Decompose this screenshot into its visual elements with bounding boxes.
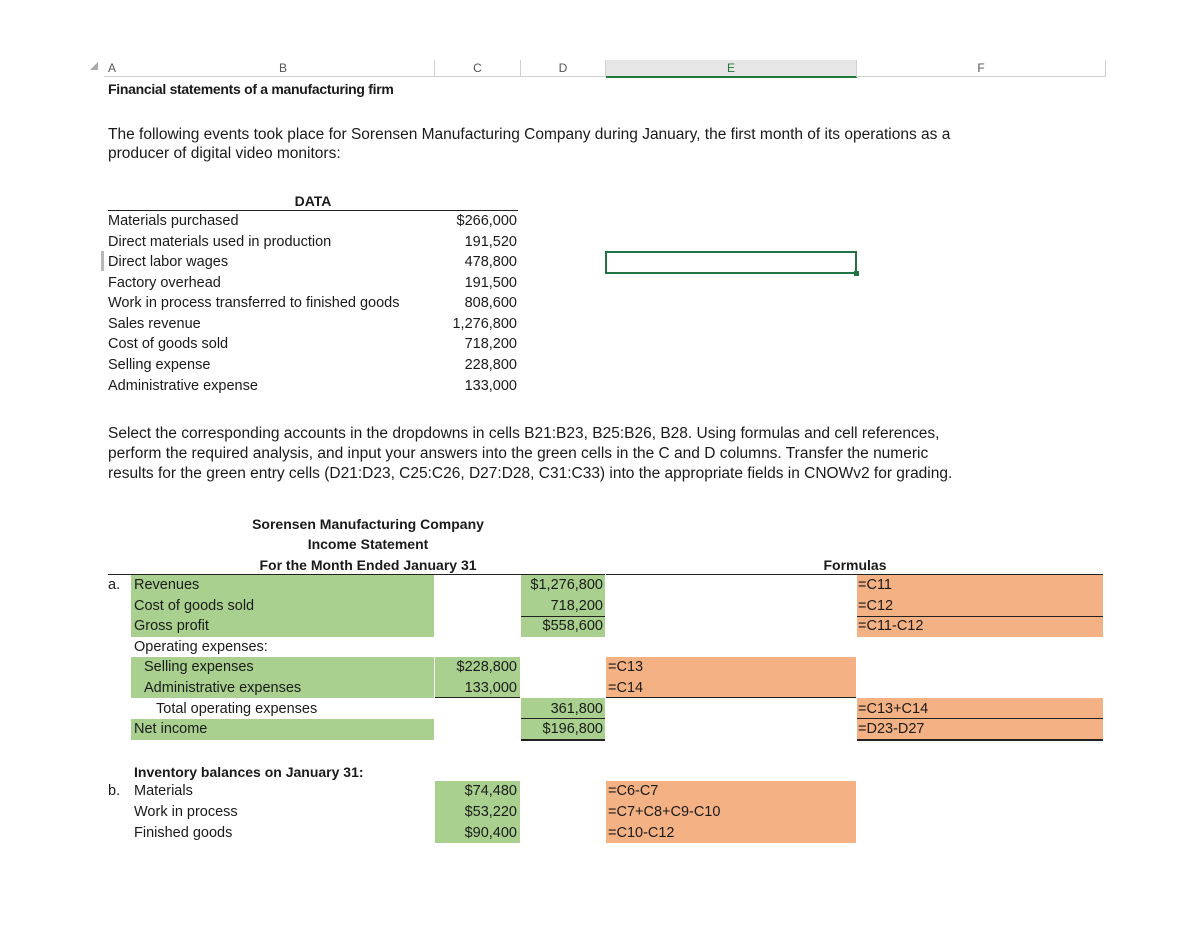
column-header-f[interactable]: F (857, 60, 1106, 77)
is-formula-selling: =C13 (608, 659, 644, 675)
intro-text-line-1: The following events took place for Sorensen Manufacturing Company during January, the first month of its operations as a (108, 126, 951, 143)
data-label-wip-transferred: Work in process transferred to finished goods (108, 295, 400, 311)
admin-underline (435, 697, 520, 698)
instructions-line-3: results for the green entry cells (D21:D23, C25:C26, D27:D28, C31:C33) into the appropriate fields in CNOWv2 for grading. (108, 465, 953, 482)
inv-value-finished-goods[interactable]: $90,400 (464, 825, 517, 841)
column-header-d[interactable]: D (521, 60, 606, 77)
total-opex-formula-underline (857, 718, 1103, 719)
data-value-sales-revenue[interactable]: 1,276,800 (452, 316, 517, 332)
column-header-a[interactable]: A (104, 60, 133, 77)
net-income-double-underline (521, 739, 605, 741)
row-selection-edge (101, 251, 104, 271)
inv-label-finished-goods: Finished goods (134, 825, 233, 841)
data-label-factory-overhead: Factory overhead (108, 275, 221, 291)
admin-formula-underline (606, 697, 856, 698)
inv-value-materials[interactable]: $74,480 (464, 783, 517, 799)
is-label-opex-header: Operating expenses: (134, 639, 268, 655)
is-label-net-income[interactable]: Net income (134, 721, 208, 737)
data-label-cogs: Cost of goods sold (108, 336, 229, 352)
inv-formula-wip: =C7+C8+C9-C10 (608, 804, 721, 820)
is-label-gross-profit[interactable]: Gross profit (134, 618, 209, 634)
inv-formula-materials: =C6-C7 (608, 783, 659, 799)
is-formula-gross-profit: =C11-C12 (858, 618, 924, 634)
inv-label-materials: Materials (134, 783, 193, 799)
is-label-revenues[interactable]: Revenues (134, 577, 200, 593)
is-formula-total-opex: =C13+C14 (858, 701, 929, 717)
column-header-b[interactable]: B (132, 60, 435, 77)
intro-text-line-2: producer of digital video monitors: (108, 145, 341, 162)
data-label-materials-purchased: Materials purchased (108, 213, 239, 229)
part-b-label: b. (108, 783, 121, 799)
is-label-total-opex: Total operating expenses (156, 701, 318, 717)
total-opex-underline (521, 718, 605, 719)
sheet-title: Financial statements of a manufacturing firm (108, 81, 394, 97)
data-value-factory-overhead[interactable]: 191,500 (464, 275, 517, 291)
data-table-rule (108, 210, 518, 211)
inv-formula-finished-goods: =C10-C12 (608, 825, 675, 841)
select-all-corner[interactable] (90, 62, 98, 70)
is-value-admin[interactable]: 133,000 (464, 680, 517, 696)
data-value-admin-expense[interactable]: 133,000 (464, 378, 517, 394)
inventory-header: Inventory balances on January 31: (134, 764, 364, 780)
is-value-gross-profit[interactable]: $558,600 (542, 618, 603, 634)
data-value-selling-expense[interactable]: 228,800 (464, 357, 517, 373)
data-value-cogs[interactable]: 718,200 (464, 336, 517, 352)
orange-formula-block-opex (606, 657, 856, 698)
part-a-label: a. (108, 577, 121, 593)
is-value-selling[interactable]: $228,800 (456, 659, 517, 675)
column-header-c[interactable]: C (435, 60, 521, 77)
is-label-selling[interactable]: Selling expenses (144, 659, 254, 675)
data-value-materials-purchased[interactable]: $266,000 (456, 213, 517, 229)
is-label-cogs[interactable]: Cost of goods sold (134, 598, 255, 614)
net-income-formula-double-underline (857, 739, 1103, 741)
is-formula-net-income: =D23-D27 (858, 721, 925, 737)
data-label-sales-revenue: Sales revenue (108, 316, 201, 332)
inv-label-wip: Work in process (134, 804, 238, 820)
data-value-direct-materials[interactable]: 191,520 (464, 234, 517, 250)
is-value-revenues[interactable]: $1,276,800 (530, 577, 603, 593)
active-cell-selection[interactable] (605, 251, 857, 274)
is-formula-cogs: =C12 (858, 598, 894, 614)
data-label-admin-expense: Administrative expense (108, 378, 258, 394)
instructions-line-2: perform the required analysis, and input your answers into the green cells in the C and D columns. Transfer the numeric (108, 445, 929, 462)
is-formula-admin: =C14 (608, 680, 644, 696)
fill-handle[interactable] (854, 271, 859, 276)
income-statement-title: Income Statement (307, 536, 429, 552)
data-value-direct-labor[interactable]: 478,800 (464, 254, 517, 270)
formulas-header: Formulas (823, 557, 887, 573)
instructions-line-1: Select the corresponding accounts in the dropdowns in cells B21:B23, B25:B26, B28. Using formulas and cell references, (108, 425, 940, 442)
income-statement-period: For the Month Ended January 31 (259, 557, 477, 573)
income-statement-company: Sorensen Manufacturing Company (252, 516, 484, 532)
is-value-net-income[interactable]: $196,800 (542, 721, 603, 737)
inv-value-wip[interactable]: $53,220 (464, 804, 517, 820)
is-formula-revenues: =C11 (858, 577, 892, 593)
data-value-wip-transferred[interactable]: 808,600 (464, 295, 517, 311)
is-value-total-opex[interactable]: 361,800 (550, 701, 603, 717)
data-label-selling-expense: Selling expense (108, 357, 211, 373)
is-label-admin[interactable]: Administrative expenses (144, 680, 302, 696)
data-label-direct-labor: Direct labor wages (108, 254, 229, 270)
data-table-header: DATA (294, 193, 332, 209)
is-value-cogs[interactable]: 718,200 (550, 598, 603, 614)
data-label-direct-materials: Direct materials used in production (108, 234, 332, 250)
column-header-e[interactable]: E (606, 60, 857, 78)
